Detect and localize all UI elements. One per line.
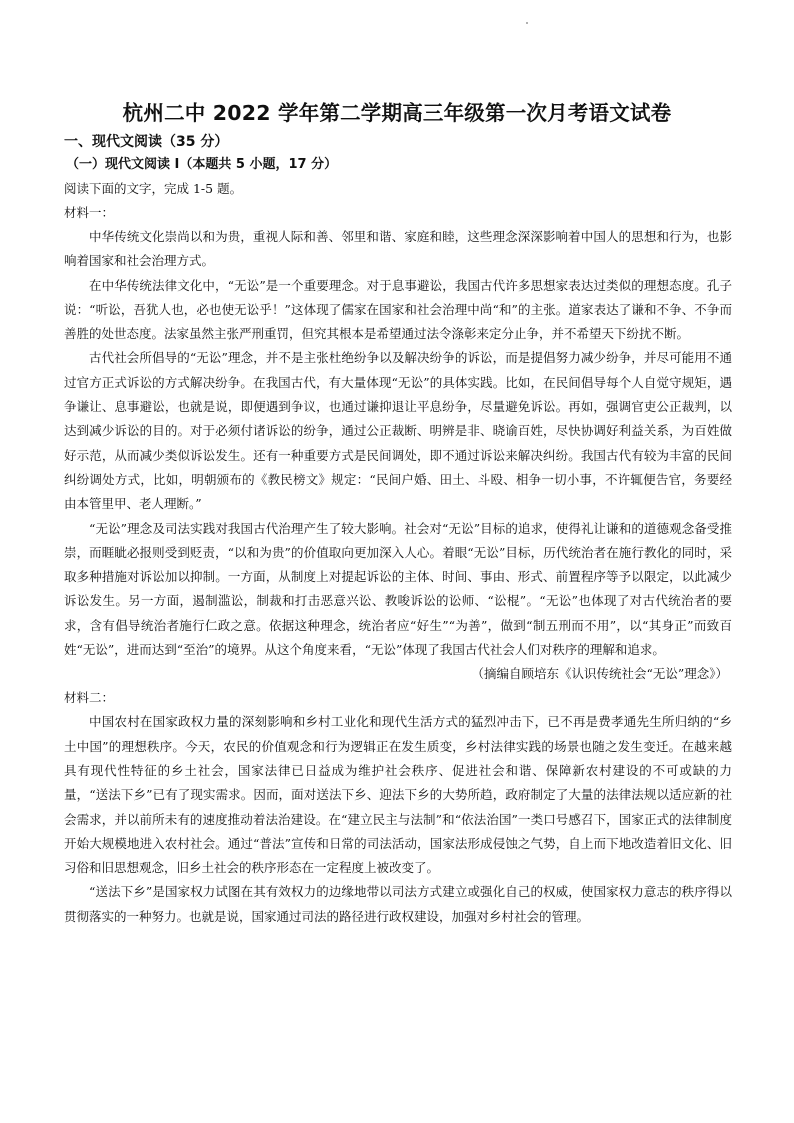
material-1-label: 材料一： (64, 205, 115, 220)
material-2-paragraph-2: “送法下乡”是国家权力试图在其有效权力的边缘地带以司法方式建立或强化自己的权威，使国家权力意志的秩序得以贯彻落实的一种努力。也就是说，国家通过司法的路径进行政权建设，加强对乡村社会的管理。 (64, 884, 732, 924)
material-1-paragraph-4: “无讼”理念及司法实践对我国古代治理产生了较大影响。社会对“无讼”目标的追求，使得礼让谦和的道德观念备受推崇，而睚眦必报则受到贬责，“以和为贵”的价值取向更加深入人心。着眼“无讼”目标，历代统治者在施行教化的同时，采取多种措施对诉讼加以抑制。一方面，从制度上对提起诉讼的主体、时间、事由、形式、前置程序等予以限定，以此减少诉讼发生。另一方面，遏制滥讼，制裁和打击恶意兴讼、教唆诉讼的讼师、“讼棍”。“无讼”也体现了对古代统治者的要求，含有倡导统治者施行仁政之意。依据这种理念，统治者应“好生”“为善”，做到“制五刑而不用”，以“其身正”而致百姓“无讼”，进而达到“至治”的境界。从这个角度来看，“无讼”体现了我国古代社会人们对秩序的理解和追求。 (64, 520, 732, 658)
material-1-paragraph-1: 中华传统文化崇尚以和为贵，重视人际和善、邻里和谐、家庭和睦，这些理念深深影响着中国人的思想和行为，也影响着国家和社会治理方式。 (64, 229, 732, 269)
exam-title: 杭州二中 2022 学年第二学期高三年级第一次月考语文试卷 (122, 101, 672, 125)
material-1-paragraph-2: 在中华传统法律文化中，“无讼”是一个重要理念。对于息事避讼，我国古代许多思想家表达过类似的理想态度。孔子说：“听讼，吾犹人也，必也使无讼乎！”这体现了儒家在国家和社会治理中尚“和”的主张。道家表达了谦和不争、不争而善胜的处世态度。法家虽然主张严刑重罚，但究其根本是希望通过法令涤彰来定分止争，并不希望天下纷扰不断。 (64, 277, 732, 342)
scan-dot (526, 22, 528, 24)
section-heading: 一、现代文阅读（35 分） (64, 134, 229, 150)
material-2-label: 材料二： (64, 690, 115, 706)
section-subheading: （一）现代文阅读 I（本题共 5 小题，17 分） (66, 157, 338, 172)
instruction-text: 阅读下面的文字，完成 1-5 题。 (64, 181, 243, 196)
material-1-paragraph-3: 古代社会所倡导的“无讼”理念，并不是主张杜绝纷争以及解决纷争的诉讼，而是提倡努力减少纷争，并尽可能用不通过官方正式诉讼的方式解决纷争。在我国古代，有大量体现“无讼”的具体实践。比如，在民间倡导每个人自觉守规矩，遇争谦让、息事避讼，也就是说，即便遇到争议，也通过谦抑退让平息纷争，尽量避免诉讼。再如，强调官吏公正裁判，以达到减少诉讼的目的。对于必须付诸诉讼的纷争，通过公正裁断、明辨是非、晓谕百姓，尽快协调好利益关系，为百姓做好示范，从而减少类似诉讼发生。还有一种重要方式是民间调处，即不通过诉讼来解决纠纷。我国古代有较为丰富的民间纠纷调处方式，比如，明朝颁布的《教民榜文》规定：“民间户婚、田土、斗殴、相争一切小事，不许辄便告官，务要经由本管里甲、老人理断。” (64, 350, 732, 512)
material-2-paragraph-1: 中国农村在国家政权力量的深刻影响和乡村工业化和现代生活方式的猛烈冲击下，已不再是费孝通先生所归纳的“乡土中国”的理想秩序。今天，农民的价值观念和行为逻辑正在发生质变，乡村法律实践的场景也随之发生变迁。在越来越具有现代性特征的乡土社会，国家法律已日益成为维护社会秩序、促进社会和谐、保障新农村建设的不可或缺的力量，“送法下乡”已有了现实需求。因而，面对送法下乡、迎法下乡的大势所趋，政府制定了大量的法律法规以适应新的社会需求，并以前所未有的速度推动着法治建设。在“建立民主与法制”和“依法治国”一类口号感召下，国家正式的法律制度开始大规模地进入农村社会。通过“普法”宣传和日常的司法活动，国家法形成侵蚀之气势，自上而下地改造着旧文化、旧习俗和旧思想观念，旧乡土社会的秩序形态在一定程度上被改变了。 (64, 714, 732, 876)
material-1-source: （摘编自顾培东《认识传统社会“无讼”理念》） (471, 666, 728, 682)
reading-section (64, 131, 732, 929)
